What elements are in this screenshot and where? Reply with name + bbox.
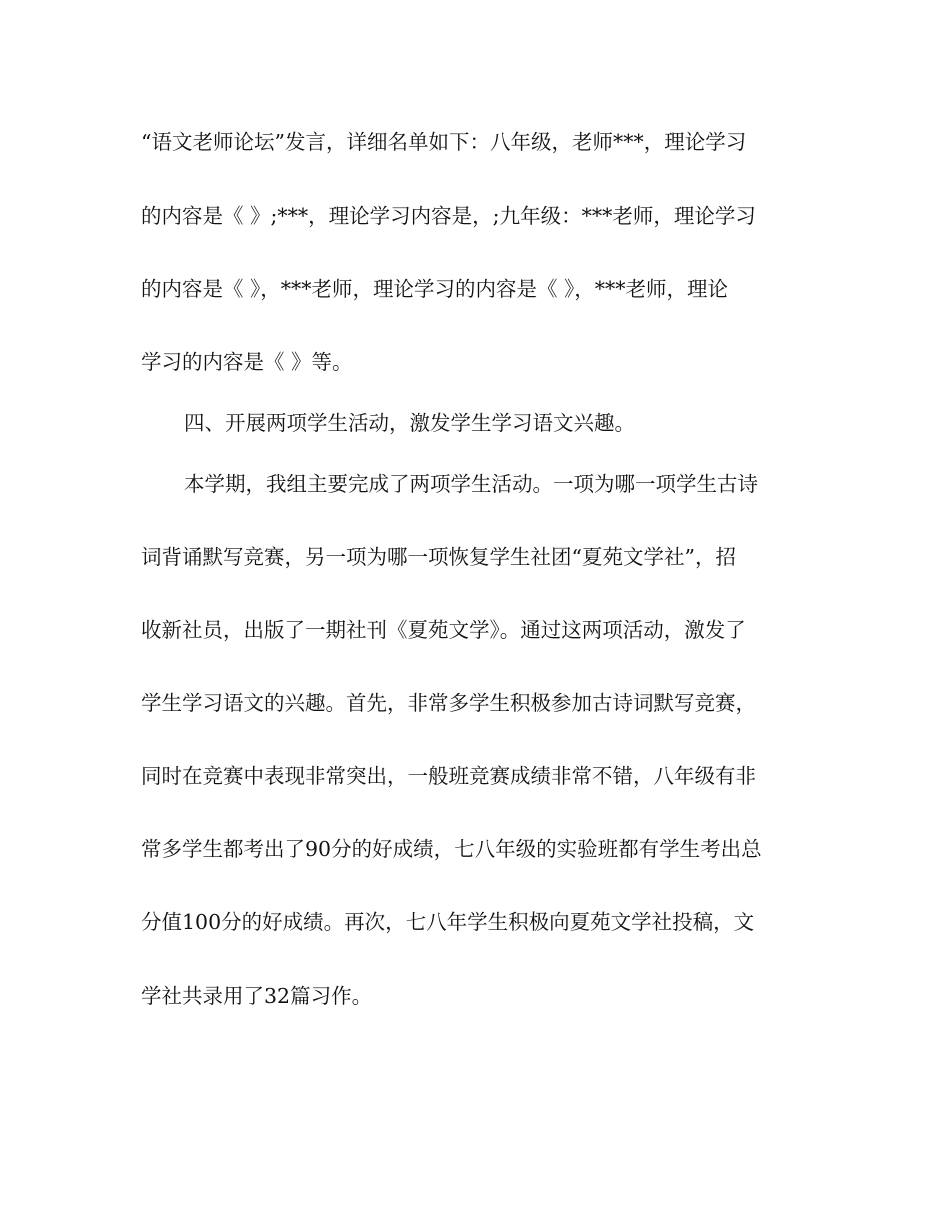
text-line: 的内容是《 》，***老师，理论学习的内容是《 》，***老师，理论 — [141, 277, 729, 301]
text-line: 收新社员，出版了一期社刊《夏苑文学》。通过这两项活动，激发了 — [141, 618, 746, 642]
text-line: 词背诵默写竞赛，另一项为哪一项恢复学生社团“夏苑文学社”，招 — [141, 545, 736, 569]
text-line: 常多学生都考出了90分的好成绩，七八年级的实验班都有学生考出总 — [141, 837, 762, 861]
text-line: “语文老师论坛”发言，详细名单如下：八年级，老师***，理论学习 — [141, 130, 747, 154]
text-line: 的内容是《 》;***，理论学习内容是，;九年级：***老师，理论学习 — [141, 204, 756, 228]
paragraph-start-line: 本学期，我组主要完成了两项学生活动。一项为哪一项学生古诗 — [184, 472, 758, 496]
text-line: 学习的内容是《 》等。 — [141, 350, 353, 374]
text-line: 学社共录用了32篇习作。 — [141, 984, 373, 1008]
text-line: 分值100分的好成绩。再次，七八年学生积极向夏苑文学社投稿，文 — [141, 910, 755, 934]
section-heading: 四、开展两项学生活动，激发学生学习语文兴趣。 — [184, 411, 635, 435]
text-line: 学生学习语文的兴趣。首先，非常多学生积极参加古诗词默写竞赛， — [141, 691, 756, 715]
text-line: 同时在竞赛中表现非常突出，一般班竞赛成绩非常不错，八年级有非 — [141, 764, 756, 788]
